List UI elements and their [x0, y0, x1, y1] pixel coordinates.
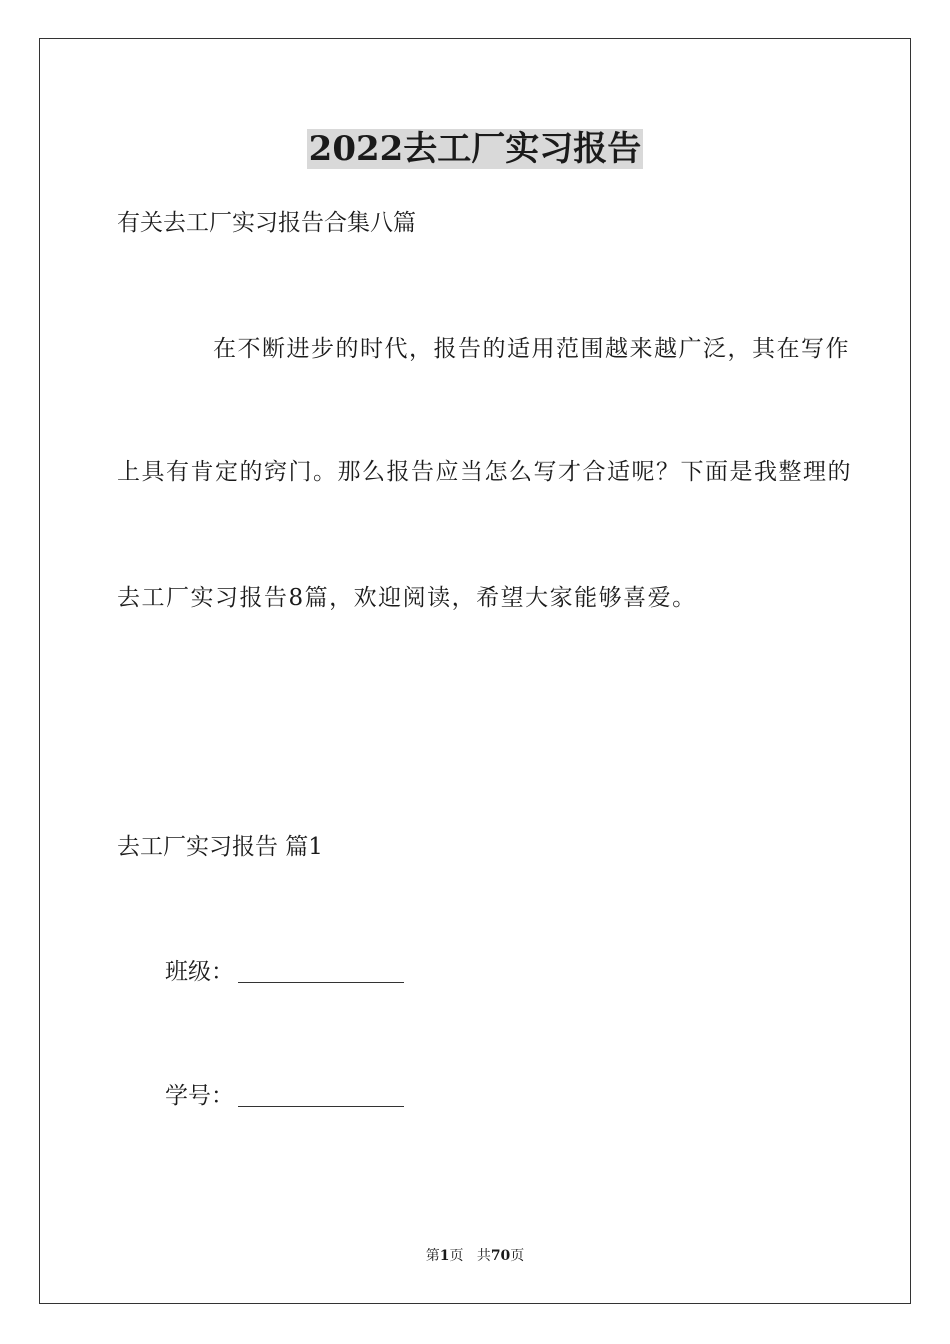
- intro-paragraph-line: 去工厂实习报告8篇，欢迎阅读，希望大家能够喜爱。: [117, 585, 697, 611]
- total-prefix: 共: [476, 1248, 491, 1264]
- total-suffix: 页: [510, 1248, 525, 1264]
- class-field-blank-line: [238, 960, 404, 983]
- student-id-field-label: 学号：: [165, 1083, 234, 1109]
- document-title-text: 2022去工厂实习报告: [308, 129, 642, 169]
- document-subtitle: 有关去工厂实习报告合集八篇: [117, 210, 416, 236]
- intro-paragraph-line: 在不断进步的时代，报告的适用范围越来越广泛，其在写作: [213, 336, 850, 362]
- student-id-field: [165, 1081, 404, 1111]
- class-field: [165, 957, 404, 987]
- class-field-label: 班级：: [165, 959, 234, 985]
- page-suffix: 页: [449, 1248, 464, 1264]
- student-id-field-blank-line: [238, 1084, 404, 1107]
- total-pages: 70: [490, 1248, 511, 1264]
- page-prefix: 第: [425, 1248, 440, 1264]
- page-number: 1: [439, 1248, 450, 1264]
- section-heading: 去工厂实习报告 篇1: [117, 834, 323, 860]
- document-title: [0, 128, 950, 170]
- page-footer: [0, 1247, 950, 1265]
- intro-paragraph-line: 上具有肯定的窍门。那么报告应当怎么写才合适呢？下面是我整理的: [117, 459, 852, 485]
